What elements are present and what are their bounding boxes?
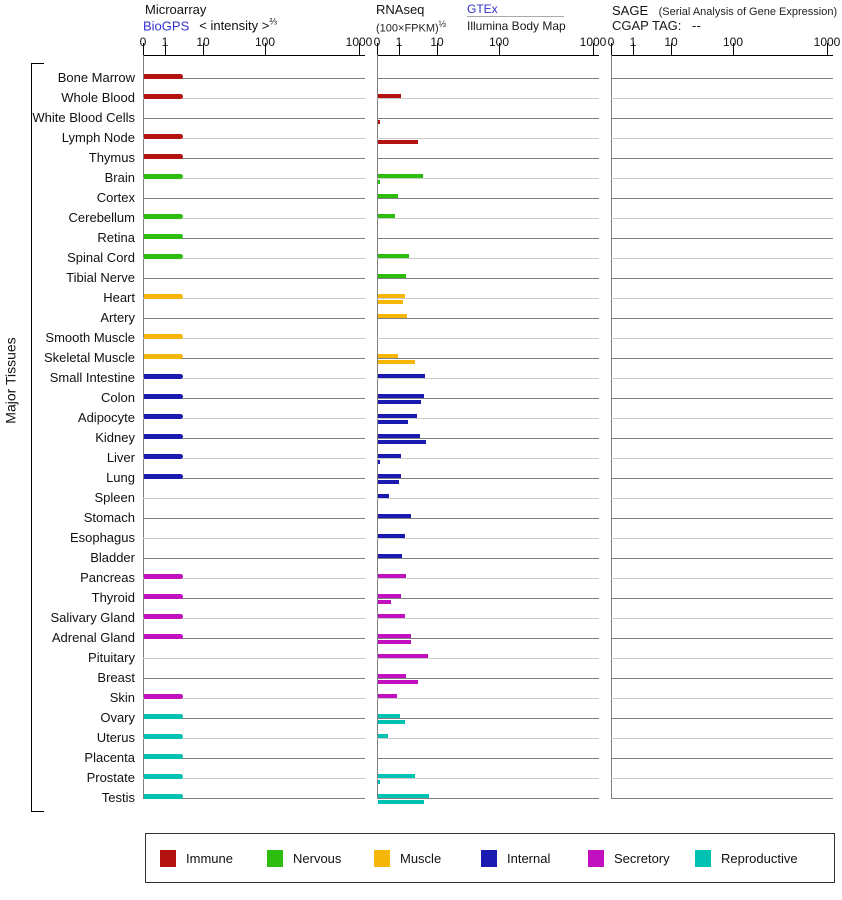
row-line [377,798,599,799]
sage-subtitle: (Serial Analysis of Gene Expression) [658,6,838,18]
rnaseq-panel [373,0,607,812]
row-line [377,618,599,619]
microarray-bar [144,214,183,219]
tissue-label: Adipocyte [77,410,135,425]
microarray-bar [144,254,183,259]
row-line [377,118,599,119]
row-line [377,758,599,759]
microarray-bar [144,594,183,599]
row-line [143,518,365,519]
tissue-label: Placenta [84,750,135,765]
row-line [611,238,833,239]
row-line [611,338,833,339]
legend-item [588,850,695,867]
row-line [377,638,599,639]
legend-swatch-nervous [267,850,283,867]
microarray-bar [144,94,183,99]
tissue-label: Colon [101,390,135,405]
tissue-label: Pituitary [88,650,135,665]
tissue-label: Thyroid [91,590,135,605]
legend-label: Internal [507,850,551,866]
microarray-bar [144,634,183,639]
microarray-bar [144,434,183,439]
illumina-bar [378,800,424,804]
row-line [377,398,599,399]
row-line [611,798,833,799]
legend-label: Reproductive [721,850,798,866]
major-tissues-label: Major Tissues [2,337,19,424]
illumina-bar [378,400,421,404]
gtex-bar [378,574,406,578]
row-line [377,678,599,679]
gtex-bar [378,514,411,518]
microarray-bar [144,234,183,239]
microarray-bar [144,734,183,739]
gtex-link[interactable]: GTEx [467,2,498,16]
row-line [611,378,833,379]
row-line [377,158,599,159]
row-line [611,198,833,199]
axis-tick-label: 0 [373,35,381,49]
tissue-label: Spleen [94,490,135,505]
tissue-label: Whole Blood [61,90,135,105]
row-line [377,458,599,459]
legend-item [374,850,481,867]
axis-tick-label: 10 [664,35,678,49]
microarray-bar [144,794,183,799]
row-line [143,278,365,279]
row-line [377,178,599,179]
rnaseq-unit-exponent: ½ [438,19,447,29]
row-line [377,738,599,739]
tissue-label: White Blood Cells [32,110,135,125]
tissue-label: Artery [100,310,135,325]
tissue-label: Bone Marrow [57,70,135,85]
row-line [611,678,833,679]
microarray-bar [144,174,183,179]
gtex-bar [378,274,406,278]
axis-tick-label: 1000 [579,35,607,49]
row-line [611,598,833,599]
row-line [611,138,833,139]
microarray-bar [144,774,183,779]
row-line [611,698,833,699]
legend-label: Immune [186,850,233,866]
row-line [143,678,365,679]
axis-tick-label: 100 [254,35,276,49]
gtex-bar [378,194,398,198]
gtex-bar [378,654,428,658]
tissue-label: Stomach [83,510,135,525]
row-line [377,498,599,499]
row-line [377,518,599,519]
row-line [611,538,833,539]
gtex-bar [378,734,388,738]
microarray-bar [144,574,183,579]
row-line [377,258,599,259]
row-line [611,178,833,179]
tissue-label: Cortex [96,190,135,205]
axis-tick-label: 10 [430,35,444,49]
row-line [611,638,833,639]
row-line [611,438,833,439]
row-line [611,258,833,259]
tissue-label: Liver [106,450,135,465]
axis-tick-label: 1 [629,35,637,49]
tissue-label: Breast [97,670,135,685]
tissue-label: Brain [104,170,135,185]
row-line [377,778,599,779]
illumina-bar [378,300,403,304]
row-line [611,618,833,619]
cgap-tag-value: -- [691,18,701,33]
legend-swatch-secretory [588,850,604,867]
tissue-label: Small Intestine [49,370,135,385]
row-line [377,338,599,339]
tissue-label: Cerebellum [68,210,135,225]
tissue-label: Skeletal Muscle [43,350,135,365]
row-line [377,198,599,199]
tissue-label: Skin [109,690,135,705]
row-line [611,718,833,719]
row-line [143,198,365,199]
illumina-bar [378,440,426,444]
row-line [377,538,599,539]
row-line [611,418,833,419]
row-line [611,578,833,579]
legend-label: Muscle [400,850,442,866]
illumina-body-map-label: Illumina Body Map [467,19,566,33]
row-line [377,318,599,319]
row-line [377,718,599,719]
gtex-bar [378,94,401,98]
microarray-bar [144,454,183,459]
cgap-tag-label: CGAP TAG: [612,18,682,33]
gtex-bar [378,534,405,538]
gtex-bar [378,354,398,358]
axis-tick-label: 1000 [813,35,841,49]
gtex-bar [378,394,424,398]
gtex-bar [378,314,407,318]
row-line [377,358,599,359]
microarray-bar [144,714,183,719]
microarray-unit-exponent: ⅔ [269,17,277,27]
panel-left-border [377,55,378,798]
biogps-link[interactable]: BioGPS [143,18,190,34]
microarray-bar [144,334,183,339]
microarray-bar [144,394,183,399]
gtex-bar [378,254,409,258]
axis-tick-label: 0 [139,35,147,49]
row-line [143,498,365,499]
row-line [143,118,365,119]
row-line [611,398,833,399]
row-line [611,78,833,79]
illumina-bar [378,460,380,464]
row-line [611,118,833,119]
axis-tick-label: 1000 [345,35,373,49]
microarray-bar [144,74,183,79]
gtex-bar [378,634,411,638]
gtex-bar [378,414,417,418]
sage-panel [607,0,841,812]
tissue-label: Ovary [100,710,135,725]
legend [145,833,835,883]
microarray-bar [144,354,183,359]
illumina-bar [378,680,418,684]
tissue-label: Esophagus [69,530,135,545]
tissue-label: Bladder [90,550,135,565]
illumina-bar [378,180,380,184]
row-line [377,378,599,379]
gtex-bar [378,554,402,558]
rnaseq-title: RNAseq [376,2,425,17]
gtex-bar [378,494,389,498]
tissue-label: Pancreas [80,570,135,585]
legend-item [267,850,374,867]
legend-item [695,850,802,867]
tissue-labels [0,0,135,812]
gtex-bar [378,454,401,458]
tissue-label: Retina [97,230,135,245]
gtex-bar [378,794,429,798]
gtex-bar [378,594,401,598]
sage-title: SAGE [612,3,649,18]
row-line [377,578,599,579]
row-line [143,658,365,659]
gtex-bar [378,694,397,698]
axis-tick-label: 0 [607,35,615,49]
tissue-label: Adrenal Gland [51,630,135,645]
microarray-unit: < intensity >$^{\frac{2}{3}}$ [199,17,277,34]
gtex-bar [378,614,405,618]
row-line [377,478,599,479]
row-line [377,698,599,699]
legend-item [481,850,588,867]
row-line [377,418,599,419]
tissue-label: Heart [103,290,135,305]
row-line [611,518,833,519]
gtex-bar [378,474,401,478]
tissue-label: Prostate [86,770,135,785]
legend-swatch-reproductive [695,850,711,867]
tissue-label: Thymus [88,150,135,165]
row-line [377,138,599,139]
gtex-bar [378,774,415,778]
illumina-bar [378,420,408,424]
x-axis-line [377,55,599,56]
legend-label: Secretory [614,850,670,866]
gtex-bar [378,674,406,678]
microarray-bar [144,694,183,699]
gtex-bar [378,294,405,298]
legend-swatch-muscle [374,850,390,867]
row-line [377,598,599,599]
row-line [377,98,599,99]
illumina-bar [378,120,380,124]
row-line [143,318,365,319]
legend-item [160,850,267,867]
tissue-label: Salivary Gland [50,610,135,625]
microarray-bar [144,614,183,619]
axis-tick-label: 100 [488,35,510,49]
gtex-bar [378,214,395,218]
row-line [377,238,599,239]
row-line [611,298,833,299]
x-axis-line [143,55,365,56]
illumina-bar [378,480,399,484]
microarray-bar [144,754,183,759]
row-line [377,438,599,439]
axis-tick-label: 1 [161,35,169,49]
row-line [611,358,833,359]
microarray-bar [144,134,183,139]
illumina-bar [378,780,380,784]
row-line [611,498,833,499]
microarray-bar [144,154,183,159]
gtex-bar [378,714,400,718]
illumina-bar [378,720,405,724]
microarray-bar [144,414,183,419]
legend-label: Nervous [293,850,342,866]
tissue-label: Testis [101,790,135,805]
row-line [611,98,833,99]
panel-left-border [143,55,144,798]
microarray-panel [139,0,373,812]
rnaseq-unit: (100×FPKM)$^{\frac{1}{2}}$ [376,19,447,35]
microarray-bar [144,374,183,379]
row-line [611,658,833,659]
gtex-bar [378,174,423,178]
legend-swatch-immune [160,850,176,867]
tissue-label: Lymph Node [61,130,135,145]
tissue-label: Uterus [96,730,135,745]
row-line [611,218,833,219]
tissue-label: Spinal Cord [67,250,135,265]
illumina-bar [378,640,411,644]
row-line [611,278,833,279]
row-line [611,458,833,459]
row-line [143,558,365,559]
row-line [611,758,833,759]
row-line [377,218,599,219]
row-line [611,738,833,739]
illumina-bar [378,360,415,364]
gtex-bar [378,434,420,438]
panel-left-border [611,55,612,798]
microarray-title: Microarray [145,2,207,17]
row-line [611,478,833,479]
row-line [143,538,365,539]
row-line [611,158,833,159]
tissue-label: Lung [106,470,135,485]
x-axis-line [611,55,833,56]
tissue-label: Kidney [95,430,135,445]
illumina-bar [378,140,418,144]
legend-swatch-internal [481,850,497,867]
row-line [611,558,833,559]
row-line [377,278,599,279]
tissue-label: Tibial Nerve [66,270,135,285]
gtex-bar [378,374,425,378]
axis-tick-label: 10 [196,35,210,49]
microarray-bar [144,474,183,479]
axis-tick-label: 100 [722,35,744,49]
row-line [611,778,833,779]
tissue-label: Smooth Muscle [45,330,135,345]
illumina-bar [378,600,391,604]
row-line [377,558,599,559]
row-line [611,318,833,319]
row-line [377,658,599,659]
row-line [377,78,599,79]
axis-tick-label: 1 [395,35,403,49]
row-line [377,298,599,299]
microarray-bar [144,294,183,299]
